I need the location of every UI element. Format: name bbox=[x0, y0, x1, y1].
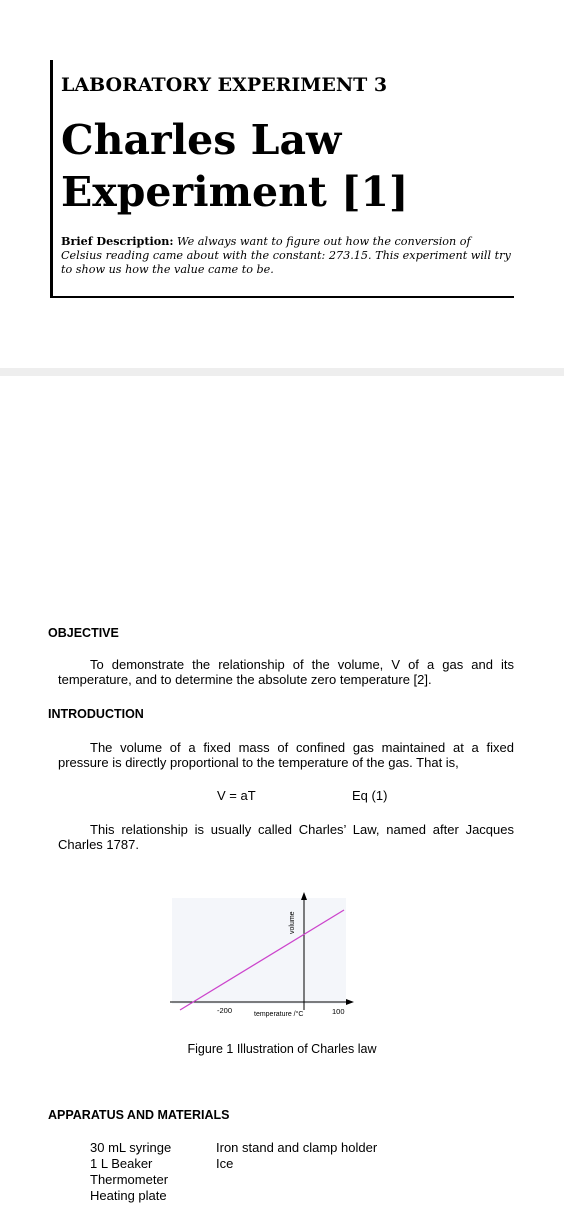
apparatus-item: Ice bbox=[216, 1156, 234, 1171]
y-axis-arrow bbox=[301, 892, 307, 900]
equation: V = aT bbox=[217, 788, 256, 803]
apparatus-item: Heating plate bbox=[90, 1188, 167, 1203]
experiment-title bbox=[61, 114, 501, 218]
apparatus-item: Thermometer bbox=[90, 1172, 169, 1187]
apparatus-column-1 bbox=[90, 1140, 171, 1204]
brief-description-text: We always want to figure out how the conversion of Celsius reading came about with the constant: 273.15. This experiment will try to show us how the value came to be. bbox=[61, 235, 511, 276]
page-separator bbox=[0, 368, 564, 376]
x-axis-arrow bbox=[346, 999, 354, 1005]
title-block bbox=[50, 60, 514, 298]
apparatus-item: 1 L Beaker bbox=[90, 1156, 153, 1171]
apparatus-item: 30 mL syringe bbox=[90, 1140, 172, 1155]
figure-caption: Figure 1 Illustration of Charles law bbox=[187, 1042, 377, 1056]
apparatus-heading: APPARATUS AND MATERIALS bbox=[48, 1108, 230, 1122]
lab-number: LABORATORY EXPERIMENT 3 bbox=[61, 74, 388, 96]
objective-heading: OBJECTIVE bbox=[48, 626, 119, 640]
introduction-text-1: The volume of a fixed mass of confined gas maintained at a fixed pressure is directly proportional to the temperature of the gas. That is, bbox=[58, 740, 514, 770]
apparatus-item: Iron stand and clamp holder bbox=[216, 1140, 378, 1155]
objective-text: To demonstrate the relationship of the volume, V of a gas and its temperature, and to determine the absolute zero temperature [2]. bbox=[58, 657, 514, 687]
title-line-2: Experiment [1] bbox=[61, 168, 409, 216]
apparatus-column-2 bbox=[216, 1140, 377, 1172]
tick-label-right: 100 bbox=[332, 1007, 345, 1016]
title-line-1: Charles Law bbox=[61, 116, 342, 164]
equation-label: Eq (1) bbox=[352, 788, 388, 803]
content-page bbox=[0, 376, 564, 1216]
charles-law-figure bbox=[170, 886, 354, 1022]
introduction-text-2: This relationship is usually called Charles’ Law, named after Jacques Charles 1787. bbox=[58, 822, 514, 852]
introduction-heading: INTRODUCTION bbox=[48, 707, 144, 721]
y-axis-label: volume bbox=[289, 911, 296, 934]
charles-law-graph bbox=[170, 886, 354, 1022]
brief-description bbox=[61, 234, 511, 277]
brief-description-label: Brief Description: bbox=[61, 234, 174, 248]
x-axis-label: temperature /°C bbox=[254, 1011, 304, 1018]
title-page bbox=[0, 0, 564, 368]
graph-background bbox=[172, 898, 346, 1004]
tick-label-left: -200 bbox=[217, 1006, 233, 1015]
